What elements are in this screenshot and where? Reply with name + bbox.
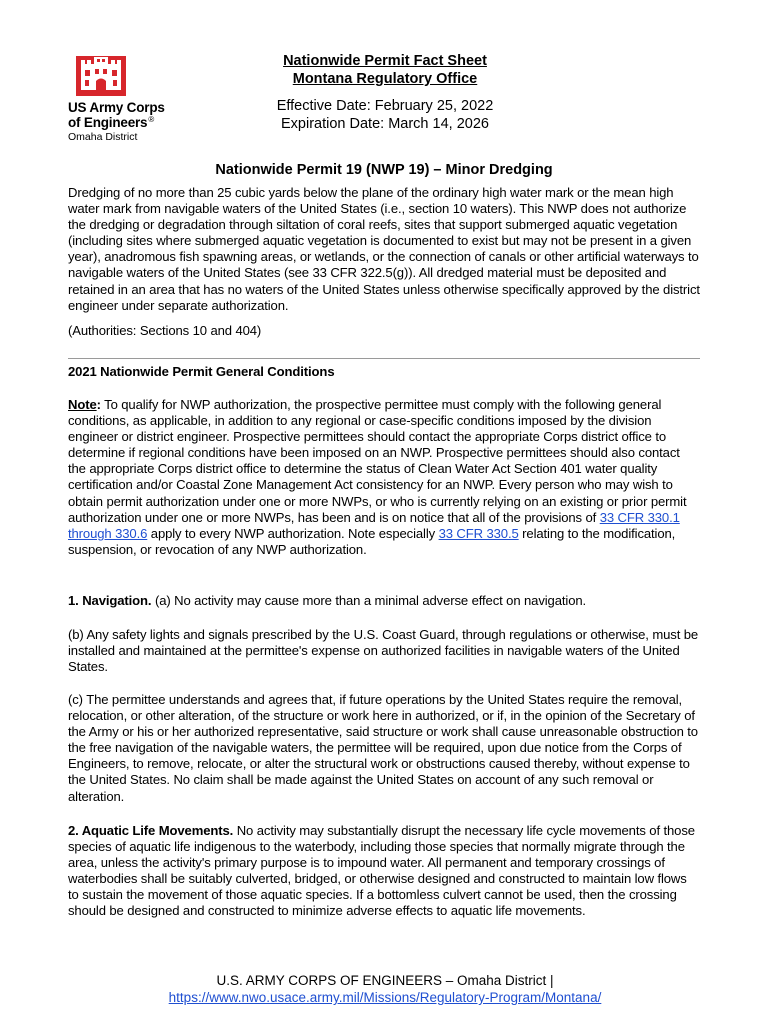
cfr-330-5-link[interactable]: 33 CFR 330.5 [438, 525, 519, 541]
registered-mark: ® [148, 115, 155, 124]
navigation-condition-c: (c) The permittee understands and agrees that, if future operations by the United States require the removal, relocation, or other alteration, of the structure or work here in authorized, or if, in the opinion of the Secretary of the Army or his or her authorized representative, said structure or work shall cause unreasonable obstruction to the free navigation of the navigable waters, the permittee will be required, upon due notice from the Corps of Engineers, to remove, relocate, or alter the structural work or obstructions caused thereby, without expense to the United States. No claim shall be made against the United States on account of any such removal or alteration. [68, 692, 698, 804]
note-colon: : [96, 397, 101, 412]
effective-date: Effective Date: February 25, 2022 [276, 98, 494, 114]
note-paragraph [68, 397, 700, 558]
note-text-2: apply to every NWP authorization. Note especially [147, 525, 439, 541]
note-text-1: To qualify for NWP authorization, the prospective permittee must comply with the following general conditions, as applicable, in addition to any regional or case-specific conditions imposed by the division engineer or district engineer. Prospective permittees should contact the appropriate Corps district office to determine if regional conditions have been imposed on an NWP. Prospective permittees should also contact the appropriate Corps district office to determine the status of Clean Water Act Section 401 water quality certification and/or Coastal Zone Management Act consistency for an NWP. Every person who may wish to obtain permit authorization under one or more NWPs, or who is currently relying on an existing or prior permit authorization under one or more NWPs, has been and is on notice that all of the provisions of [68, 397, 687, 525]
footer-url-link[interactable]: https://www.nwo.usace.army.mil/Missions/Regulatory-Program/Montana/ [168, 990, 602, 1005]
aquatic-life-condition: 2. Aquatic Life Movements. No activity may substantially disrupt the necessary life cycle movements of those species of aquatic life indigenous to the waterbody, including those species that normally migrate through the area, unless the activity's primary purpose is to impound water. All permanent and temporary crossings of waterbodies shall be suitably culverted, bridged, or otherwise designed and constructed to maintain low flows to sustain the movement of those aquatic species. If a bottomless culvert cannot be used, then the crossing should be designed and constructed to minimize adverse effects to aquatic life movements. [68, 823, 695, 919]
header-title: Nationwide Permit Fact Sheet [283, 53, 487, 69]
general-conditions-heading: 2021 Nationwide Permit General Conditions [68, 364, 335, 379]
fact-sheet-header [200, 52, 570, 133]
logo-text-line2: of Engineers® [68, 115, 155, 130]
footer-org: U.S. ARMY CORPS OF ENGINEERS – Omaha District | [216, 973, 554, 988]
permit-title: Nationwide Permit 19 (NWP 19) – Minor Dredging [215, 162, 553, 178]
navigation-condition-b: (b) Any safety lights and signals prescribed by the U.S. Coast Guard, through regulations or otherwise, must be installed and maintained at the permittee's expense on authorized facilities in navigable waters of the United States. [68, 627, 699, 675]
navigation-condition-a: 1. Navigation. (a) No activity may cause more than a minimal adverse effect on navigation. [68, 593, 587, 608]
expiration-date: Expiration Date: March 14, 2026 [281, 116, 489, 132]
logo-text-line1: US Army Corps [68, 100, 165, 115]
note-label: Note [68, 397, 97, 412]
note-text-3: relating to the modification, suspension, or revocation of any NWP authorization. [68, 525, 676, 557]
header-subtitle: Montana Regulatory Office [292, 71, 478, 87]
permit-description: Dredging of no more than 25 cubic yards below the plane of the ordinary high water mark or the mean high water mark from navigable waters of the United States (i.e., section 10 waters). This NWP does not authorize the dredging or degradation through siltation of coral reefs, sites that support submerged aquatic vegetation (including sites where submerged aquatic vegetation is documented to exist but may not be present in a given year), anadromous fish spawning areas, or wetlands, or the connection of canals or other artificial waterways to navigable waters of the United States (see 33 CFR 322.5(g)). All dredged material must be deposited and retained in an area that has no waters of the United States unless otherwise specifically approved by the district engineer under separate authorization. [68, 185, 700, 313]
cfr-330-1-link[interactable]: 33 CFR 330.1 through 330.6 [68, 509, 680, 541]
section-divider [68, 358, 700, 359]
logo-district: Omaha District [68, 131, 138, 143]
page-footer [0, 972, 770, 1006]
navigation-label: 1. Navigation. [68, 593, 152, 608]
castle-logo-icon [76, 56, 126, 96]
authorities-text: (Authorities: Sections 10 and 404) [68, 323, 262, 338]
aquatic-life-label: 2. Aquatic Life Movements. [68, 823, 234, 838]
